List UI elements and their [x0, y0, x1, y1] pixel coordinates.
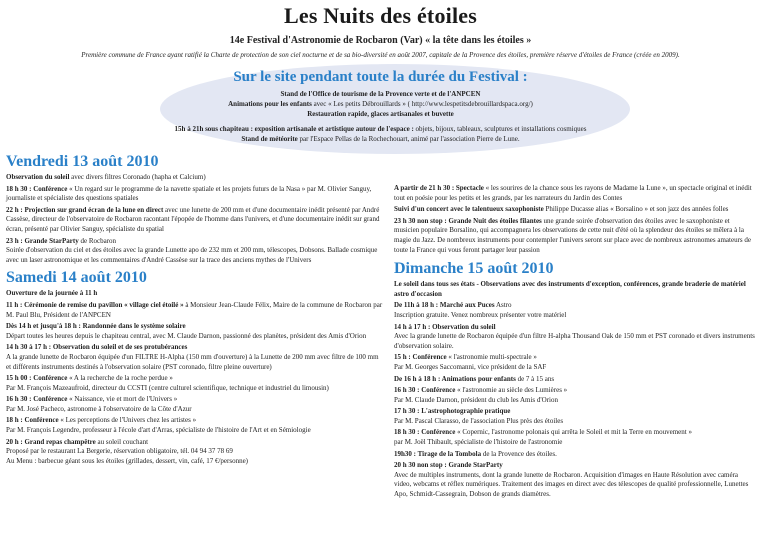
program-entry — [394, 205, 756, 215]
entry-title: 18 h : Conférence — [6, 416, 59, 425]
program-entry — [6, 395, 384, 405]
entry-title: 18 h 30 : Conférence — [394, 428, 456, 437]
entry-title: Ouverture de la journée à 11 h — [6, 289, 98, 298]
entry-text: Par M. Georges Saccomanni, vice président de la SAF — [394, 362, 547, 371]
entry-text: « A la recherche de la roche perdue » — [67, 374, 173, 383]
entry-title: 20 h 30 non stop : Grande StarParty — [394, 461, 503, 470]
entry-text: « Les perceptions de l'Univers chez les artistes » — [58, 416, 197, 425]
entry-text: Par M. Claude Darnon, président du club les Amis d'Orion — [394, 395, 558, 404]
right-column — [394, 182, 756, 500]
entry-title: 16 h 30 : Conférence — [394, 386, 456, 395]
entry-title: De 11h à 18 h : Marché aux Puces — [394, 301, 495, 310]
site-line-2: Animations pour les enfants avec « Les petits Débrouillards » ( http://www.lespetitsdebrouillardspaca.org/) — [228, 100, 533, 108]
program-entry — [394, 396, 756, 406]
entry-text: de Rocbaron — [78, 236, 117, 245]
entry-text: « Copernic, l'astronome polonais qui arrêta le Soleil et mit la Terre en mouvement » — [455, 428, 692, 437]
entry-text: Départ toutes les heures depuis le chapiteau central, avec M. Claude Darnon, passionné des planètes, président des Amis d'Orion — [6, 331, 367, 340]
entry-text: A la grande lunette de Rocbaron équipée d'un FILTRE H-Alpha (150 mm d'ouverture) à la Lunette de 200 mm avec filtre de 100 mm et différents instruments destinés à l'observation solaire (PST coronado, filtre pleine ouverture) — [6, 352, 379, 371]
entry-text: Par M. José Pacheco, astronome à l'observatoire de la Côte d'Azur — [6, 404, 192, 413]
sunday-program — [394, 280, 756, 499]
program-entry — [394, 363, 756, 373]
program-entry — [394, 280, 756, 299]
entry-title: Dès 14 h et jusqu'à 18 h : Randonnée dans le système solaire — [6, 322, 186, 331]
entry-text: au soleil couchant — [95, 437, 149, 446]
page-title: Les Nuits des étoiles — [283, 3, 478, 28]
program-entry — [6, 206, 384, 235]
saturday-program — [6, 289, 384, 466]
entry-text: une grande soirée d'observation des étoiles avec le saxophoniste et musicien populaire Borsalino, qui accompagnera les observations de cette nuit d'été où la splendeur des étoiles se mêlera à la magie du Jazz. De nombreux instruments pour contempler l'univers seront sur place avec de nombreux astronomes amateurs de toute la France qui vous feront partager leur passion — [394, 216, 751, 254]
program-entry — [394, 332, 756, 351]
entry-text: Astro — [494, 301, 512, 310]
program-entry — [6, 405, 384, 415]
program-entry — [394, 311, 756, 321]
program-entry — [6, 416, 384, 426]
site-heading: Sur le site pendant toute la durée du Festival : — [233, 69, 528, 85]
program-entry — [6, 322, 384, 332]
program-entry — [6, 384, 384, 394]
entry-title: 22 h : Projection sur grand écran de la lune en direct — [6, 205, 164, 214]
entry-text: par M. Joël Thibault, spécialiste de l'histoire de l'astronomie — [394, 438, 563, 447]
program-entry — [6, 447, 384, 457]
entry-title: 11 h : Cérémonie de remise du pavillon « village ciel étoilé » — [6, 300, 184, 309]
entry-text: « Naissance, vie et mort de l'Univers » — [67, 395, 178, 404]
entry-title: Suivi d'un concert avec le talentueux saxophoniste — [394, 205, 544, 214]
program-entry — [6, 173, 384, 183]
entry-text: avec divers filtres Coronado (hapha et Calcium) — [69, 173, 206, 181]
sunday-heading: Dimanche 15 août 2010 — [394, 260, 554, 278]
site-line-1: Stand de l'Office de tourisme de la Provence verte et de l'ANPCEN — [280, 90, 481, 98]
entry-text: Par M. François Mazeaufroid, directeur du CCSTI (centre culturel scientifique, technique et industriel du limousin) — [6, 383, 329, 392]
entry-text: avec une lunette de 200 mm et d'une documentaire inédit présenté par André Cassèse, directeur de l'observatoire de Rocbaron racontant l'épopée de l'homme dans l'univers, et d'une documentaire inédit sur grand écran, présenté par Olivier Sanguy, spécialiste du spatial — [6, 205, 380, 233]
program-entry — [6, 185, 384, 204]
entry-text: Proposé par le restaurant La Bergerie, réservation obligatoire, tél. 04 94 37 78 69 — [6, 447, 233, 456]
intro-text: Première commune de France ayant ratifié la Charte de protection de son ciel nocturne et de sa bio-diversité en août 2007, capitale de la Provence des étoiles, première réserve d'étoiles de France (créée en 2009). — [81, 51, 680, 59]
entry-title: A partir de 21 h 30 : Spectacle — [394, 184, 484, 192]
program-entry — [394, 438, 756, 448]
friday-heading: Vendredi 13 août 2010 — [6, 153, 159, 170]
entry-title: Observation du soleil — [6, 173, 70, 181]
left-column — [6, 152, 384, 466]
program-entry — [6, 343, 384, 353]
entry-text: de la Provence des étoiles. — [481, 449, 557, 458]
site-line-4: 15h à 21h sous chapiteau : exposition artisanale et artistique autour de l'espace : objets, bijoux, tableaux, sculptures et installations cosmiques — [174, 125, 587, 133]
entry-text: « les sourires de la chance sous les rayons de Madame la Lune », un spectacle original et inédit tout en poésie pour les petits et les grands, par les narrateurs du Jardin des Contes — [394, 184, 752, 202]
entry-text: Par M. François Legendre, professeur à l'école d'art d'Arras, spécialiste de l'histoire de l'Art et en Sémiologie — [6, 426, 311, 435]
friday-program — [6, 173, 384, 265]
entry-title: 23 h 30 non stop : Grande Nuit des étoiles filantes — [394, 216, 542, 225]
entry-text: à Monsieur Jean-Claude Félix, Maire de la commune de Rocbaron par M. Paul Blu, Président de l'ANPCEN — [6, 300, 383, 319]
entry-text: Inscription gratuite. Venez nombreux présenter votre matériel — [394, 310, 567, 319]
entry-text: Philippe Ducasse alias « Borsalino » et son jazz des années folles — [543, 205, 729, 214]
program-entry — [394, 217, 756, 255]
entry-title: 23 h : Grande StarParty — [6, 236, 79, 245]
program-entry — [6, 457, 384, 467]
entry-text: « l'astronomie multi-spectrale » — [446, 353, 537, 362]
program-entry — [6, 374, 384, 384]
program-entry — [394, 428, 756, 438]
entry-text: Avec la grande lunette de Rocbaron équipée d'un filtre H-alpha Thousand Oak de 150 mm et PST coronado et divers instruments d'observation solaire. — [394, 332, 755, 350]
entry-text: Avec de multiples instruments, dont la grande lunette de Rocbaron. Acquisition d'images en Haute Résolution avec caméra video, webcams et réflex numériques. Traitement des images en direct avec des télescopes de qualité professionnelle, Lunettes Apo, Schmidt-Cassegrain, Dobson de grands diamètres. — [394, 470, 749, 499]
entry-text: de 7 à 15 ans — [515, 374, 555, 383]
program-entry — [394, 301, 756, 311]
entry-title: 17 h 30 : L'astrophotographie pratique — [394, 407, 511, 416]
program-entry — [6, 237, 384, 247]
program-entry — [394, 375, 756, 385]
entry-title: 14 h 30 à 17 h : Observation du soleil et de ses protubérances — [6, 343, 188, 352]
program-entry — [6, 353, 384, 372]
site-line-5: Stand de météorite par l'Espace Pellas de la Rochechouart, animé par l'association Pierre de Lune. — [241, 135, 520, 143]
entry-title: 20 h : Grand repas champêtre — [6, 437, 96, 446]
site-line-3: Restauration rapide, glaces artisanales et buvette — [307, 110, 454, 118]
entry-title: 18 h 30 : Conférence — [6, 184, 68, 193]
saturday-heading: Samedi 14 août 2010 — [6, 269, 147, 287]
program-entry — [6, 438, 384, 448]
program-entry — [6, 301, 384, 320]
program-entry — [6, 246, 384, 265]
entry-text: « Un regard sur le programme de la navette spatiale et les projets futurs de la Nasa » par M. Olivier Sanguy, journaliste et spécialiste des questions spatiales — [6, 184, 372, 203]
entry-title: 16 h 30 : Conférence — [6, 395, 68, 404]
program-entry — [394, 386, 756, 396]
program-entry — [394, 323, 756, 333]
entry-title: 15 h 00 : Conférence — [6, 374, 68, 383]
saturday-evening-program — [394, 184, 756, 255]
entry-text: Par M. Pascal Clarasso, de l'association Plus près des étoiles — [394, 416, 564, 425]
entry-title: De 16 h à 18 h : Animations pour enfants — [394, 374, 516, 383]
entry-title: 15 h : Conférence — [394, 353, 447, 362]
program-entry — [394, 353, 756, 363]
festival-subtitle: 14e Festival d'Astronomie de Rocbaron (Var) « la tête dans les étoiles » — [229, 35, 532, 46]
entry-title: 19h30 : Tirage de la Tombola — [394, 449, 482, 458]
program-entry — [6, 332, 384, 342]
program-entry — [394, 450, 756, 460]
entry-title: 14 h à 17 h : Observation du soleil — [394, 322, 496, 331]
entry-title: Le soleil dans tous ses états - Observations avec des instruments d'exception, conférences, grande braderie de matériel astro d'occasion — [394, 280, 746, 298]
program-entry — [394, 417, 756, 427]
program-entry — [394, 184, 756, 203]
entry-text: Soirée d'observation du ciel et des étoiles avec la grande Lunette apo de 232 mm et 200 mm, télescopes, Dobsons. Ballade cosmique avec un laser astronomique et les commentaires d'André Cassèse sur la trace des anciens mythes de l'Univers — [6, 246, 378, 264]
program-entry — [394, 407, 756, 417]
program-entry — [394, 471, 756, 500]
entry-text: Au Menu : barbecue géant sous les étoiles (grillades, dessert, vin, café, 17 €/personne) — [6, 456, 249, 465]
program-entry — [6, 426, 384, 436]
entry-text: « l'astronomie au siècle des Lumières » — [455, 386, 568, 395]
program-entry — [6, 289, 384, 299]
program-entry — [394, 461, 756, 471]
